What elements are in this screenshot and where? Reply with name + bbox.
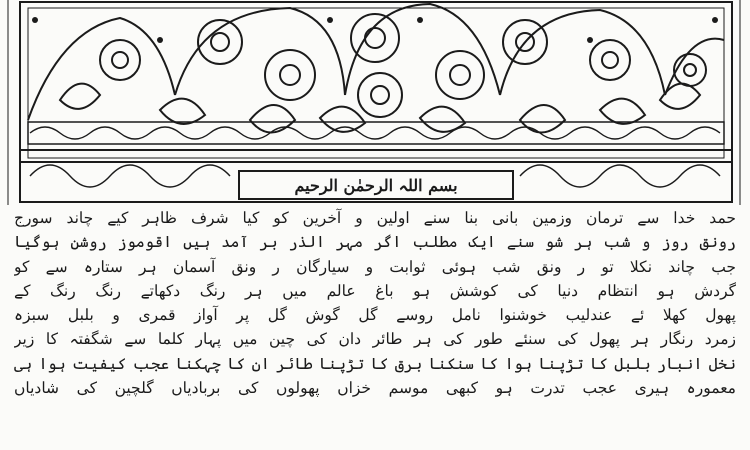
text-line: رونق روز و شب ہر شو سنے ایک مطلب اگر مہر الذر بر آمد ہیں اقوموز روشن ہوگیا (14, 233, 736, 252)
bismillah-cartouche (238, 170, 514, 200)
text-line: گردش ہو انتظام دنیا کی کوشش ہو باغ عالم میں ہر رنگ دکھاتے رنگ رنگ کے (14, 281, 736, 300)
text-line: پھول کھلا ئے عندلیب خوشنوا نامل روسے گل گوش گل پر آواز قمری و بلبل سبزہ (14, 306, 736, 325)
text-line: نخل انبار بلبل کا تڑپنا ہوا کا سنکنا برق کا تڑپنا طائر ان کا چہکنا عجب کیفیت ہوا ہی (14, 354, 736, 373)
text-line: معمورہ ہیری عجب تدرت ہو کبھی موسم خزاں پھولوں کی بربادیاں گلچین کی شادیاں (14, 379, 736, 398)
urdu-text-block (14, 206, 736, 450)
text-line: زمرد رنگار ہر پھول کی سنئے طور کی ہر طائر دان کی چین میں پہار کلما سے شگفتہ کا زیر (14, 330, 736, 349)
text-line: جب چاند نکلا تو ر ونق شب ہوئی ثوابت و سیارگان ر ونق آسمان ہر ستارہ سے کو (14, 257, 736, 276)
bismillah-text: بسم اللہ الرحمٰن الرحیم (294, 175, 458, 195)
text-line: حمد خدا سے ترمان وزمین بانی بنا سنے اولین و آخرین کو کیا شرف ظاہر کیے چاند سورج (14, 209, 736, 227)
